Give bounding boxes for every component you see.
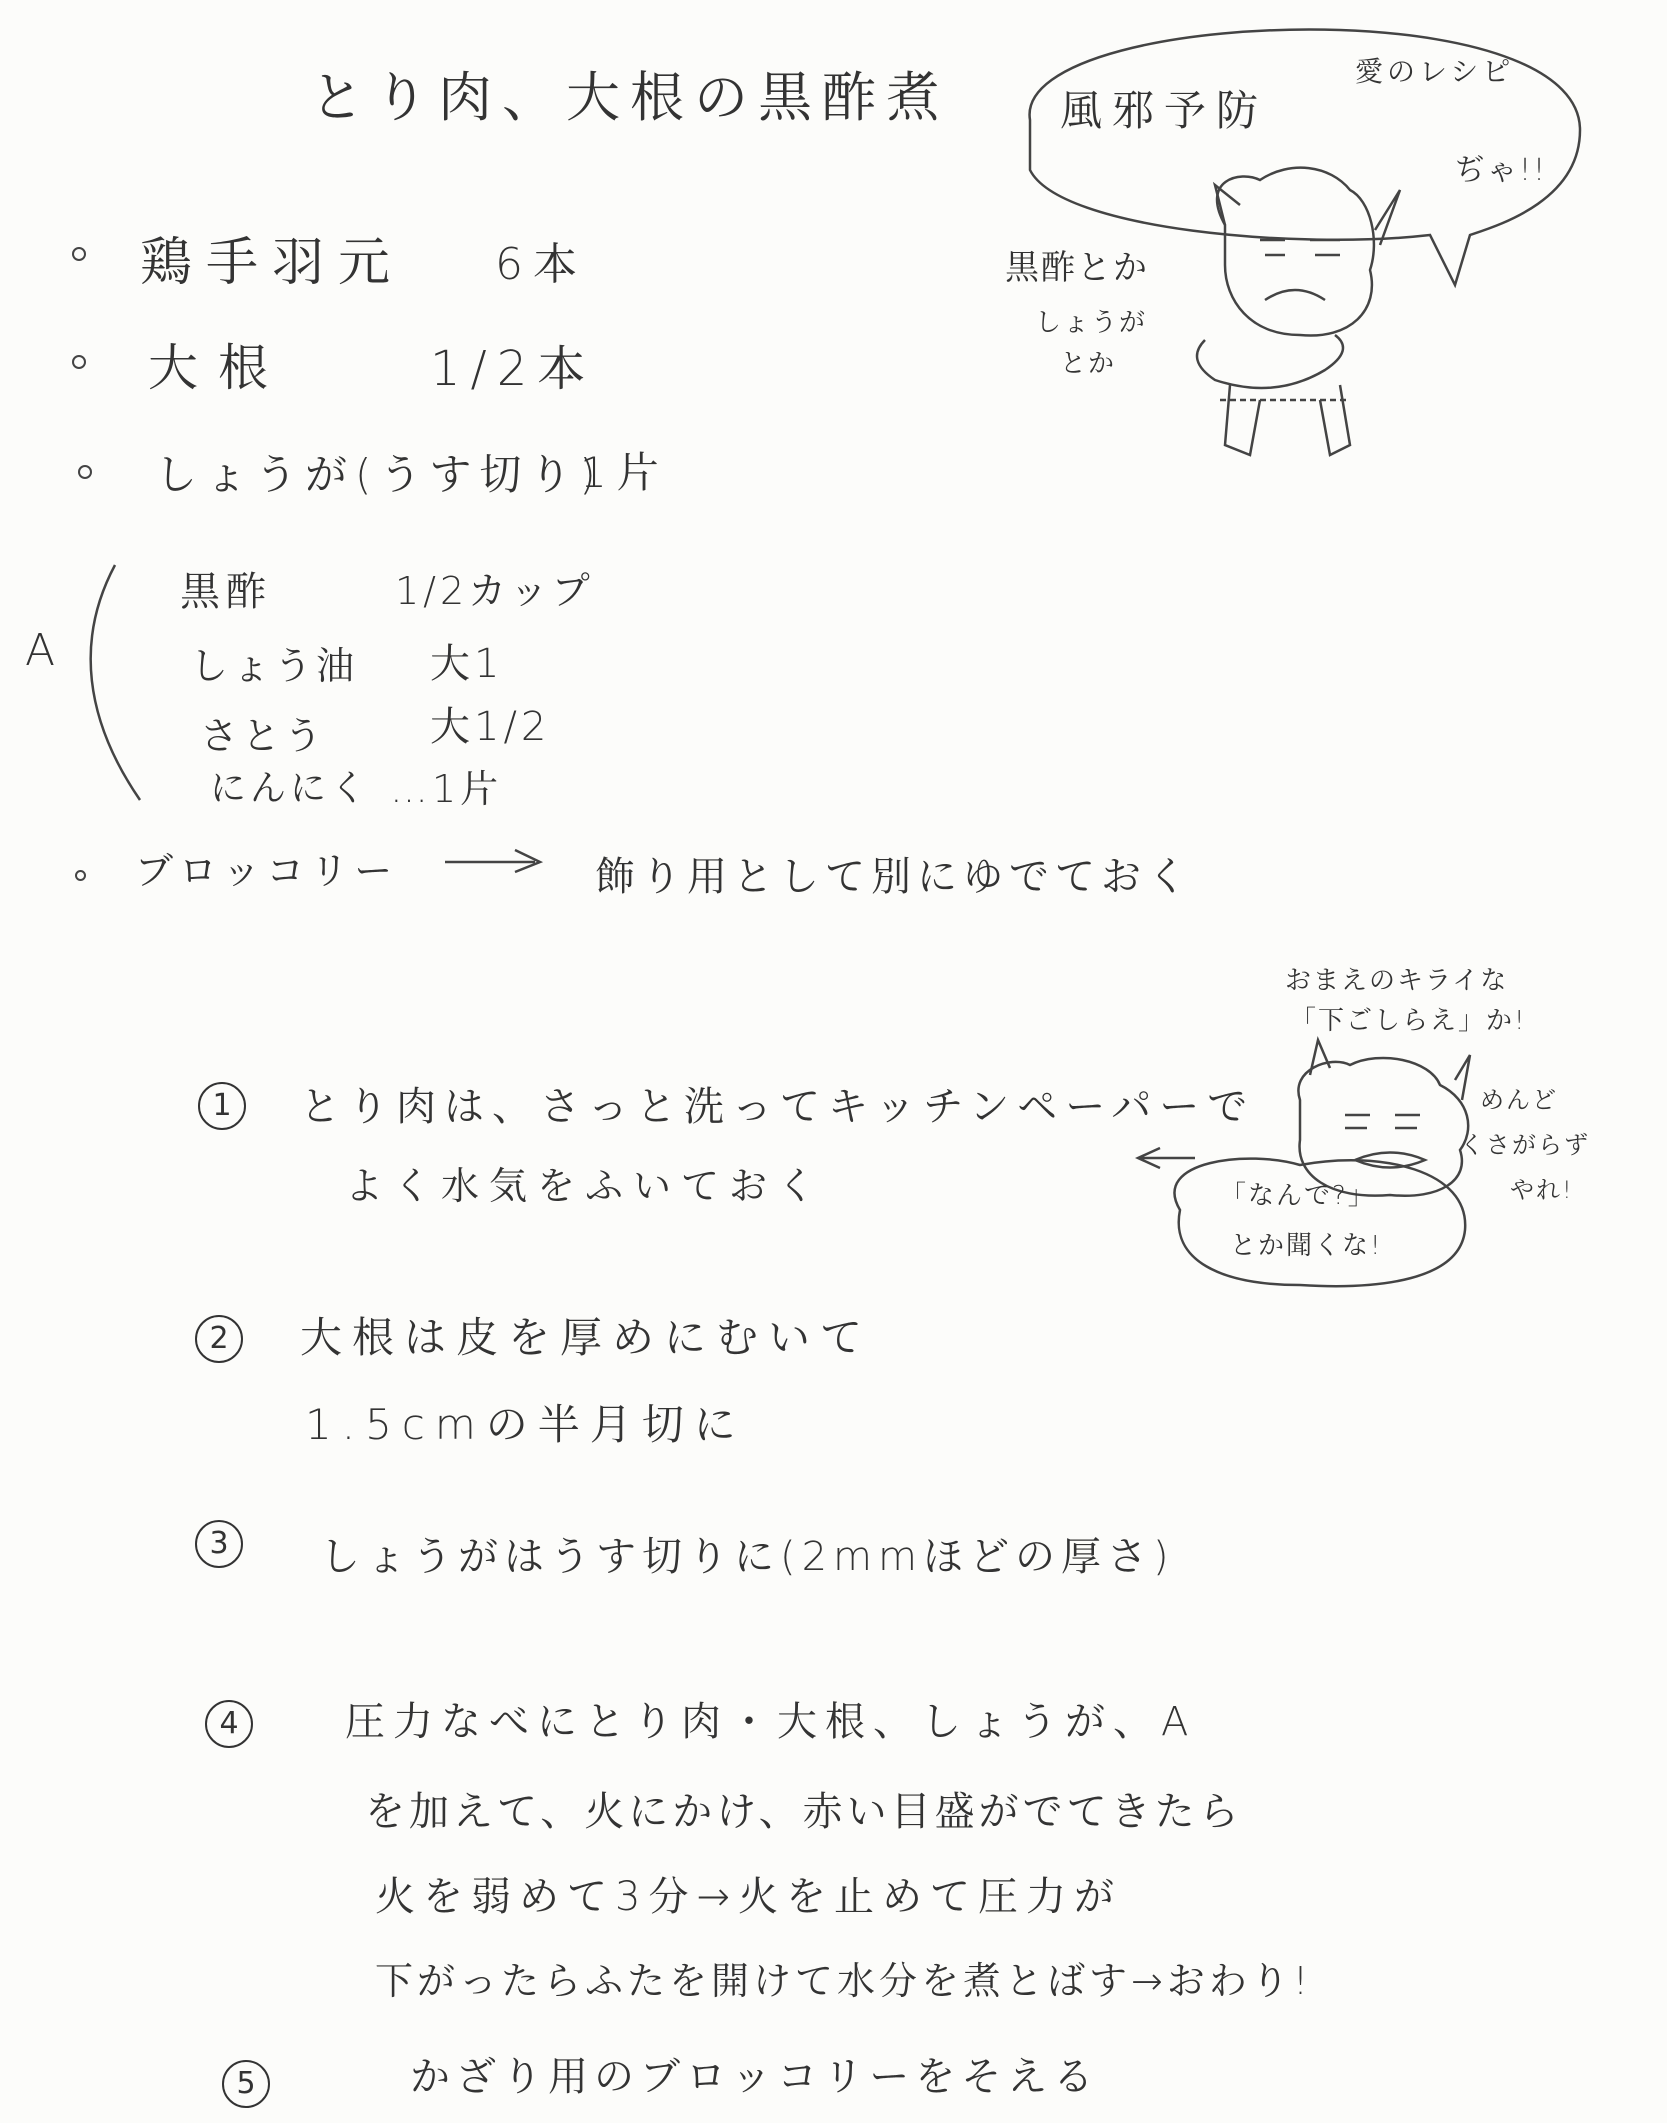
step-number: 2: [195, 1315, 243, 1363]
speech-line-2: 愛のレシピ: [1355, 55, 1515, 88]
bullet-icon: [78, 465, 92, 479]
step-number: 5: [222, 2060, 270, 2108]
step-text: 圧力なべにとり肉・大根、しょうが、A: [345, 1699, 1197, 1745]
sauce-bracket: [91, 565, 140, 800]
sauce-item-qty: 大1/2: [430, 704, 551, 750]
step-text: かざり用のブロッコリーをそえる: [410, 2054, 1100, 2100]
ingredient-name: 鶏手羽元: [140, 233, 405, 293]
broccoli-name: ブロッコリー: [135, 849, 399, 893]
oni2-side-2: くさがらず: [1460, 1131, 1590, 1159]
broccoli-arrow: [445, 850, 540, 872]
sauce-item-qty: …1片: [390, 767, 503, 811]
oni-note-2: しょうが: [1035, 308, 1148, 338]
oni2-top-2: 「下ごしらえ」か!: [1290, 1006, 1527, 1036]
page-title: とり肉、大根の黒酢煮: [310, 66, 950, 129]
sauce-item-name: 黒酢: [180, 569, 272, 615]
bullet-icon: [72, 247, 86, 261]
oni-character: [1197, 168, 1400, 455]
sauce-item-name: にんにく: [210, 768, 371, 809]
bullet-icon: [72, 355, 86, 369]
ingredient-qty: 1/2本: [430, 341, 596, 397]
step-text: 下がったらふたを開けて水分を煮とばす→おわり!: [375, 1959, 1313, 2003]
sauce-item-qty: 大1: [430, 641, 504, 687]
broccoli-note: 飾り用として別にゆでておく: [595, 854, 1193, 900]
ingredient-name: しょうが(うす切り): [155, 450, 604, 499]
oni2-side-1: めんど: [1480, 1086, 1558, 1114]
step-text: 大根は皮を厚めにむいて: [300, 1313, 873, 1362]
ingredient-name: 大根: [148, 339, 288, 397]
ingredient-qty: 6本: [495, 239, 587, 290]
step-text: を加えて、火にかけ、赤い目盛がでてきたら: [365, 1789, 1243, 1835]
oni-note-3: とか: [1060, 349, 1117, 379]
step-text: よく水気をふいておく: [345, 1164, 826, 1208]
bullet-icon: [75, 870, 86, 881]
oni2-top-1: おまえのキライな: [1285, 966, 1509, 996]
step-text: とり肉は、さっと洗ってキッチンペーパーで: [300, 1084, 1256, 1130]
step-number: 4: [205, 1700, 253, 1748]
step-text: しょうがはうす切りに(2mmほどの厚さ): [320, 1534, 1175, 1580]
oni2-bubble-2: とか聞くな!: [1230, 1231, 1383, 1261]
speech-line-3: ぢゃ!!: [1455, 153, 1548, 188]
oni2-bubble-1: 「なんで?」: [1220, 1181, 1376, 1211]
sauce-item-name: しょう油: [190, 644, 359, 688]
oni2-arrow: [1138, 1148, 1195, 1168]
sauce-label: A: [25, 625, 56, 676]
oni2-character: [1298, 1040, 1470, 1196]
step-number: 3: [195, 1520, 243, 1568]
oni2-side-3: やれ!: [1510, 1176, 1574, 1204]
step-text: 1.5cmの半月切に: [305, 1400, 746, 1449]
sauce-item-name: さとう: [200, 714, 327, 758]
speech-line-1: 風邪予防: [1060, 86, 1269, 135]
step-number: 1: [198, 1082, 246, 1130]
step-text: 火を弱めて3分→火を止めて圧力が: [375, 1874, 1122, 1920]
sauce-item-qty: 1/2カップ: [395, 569, 594, 613]
ingredient-qty: 1片: [580, 448, 669, 497]
oni-note-1: 黒酢とか: [1005, 248, 1149, 288]
